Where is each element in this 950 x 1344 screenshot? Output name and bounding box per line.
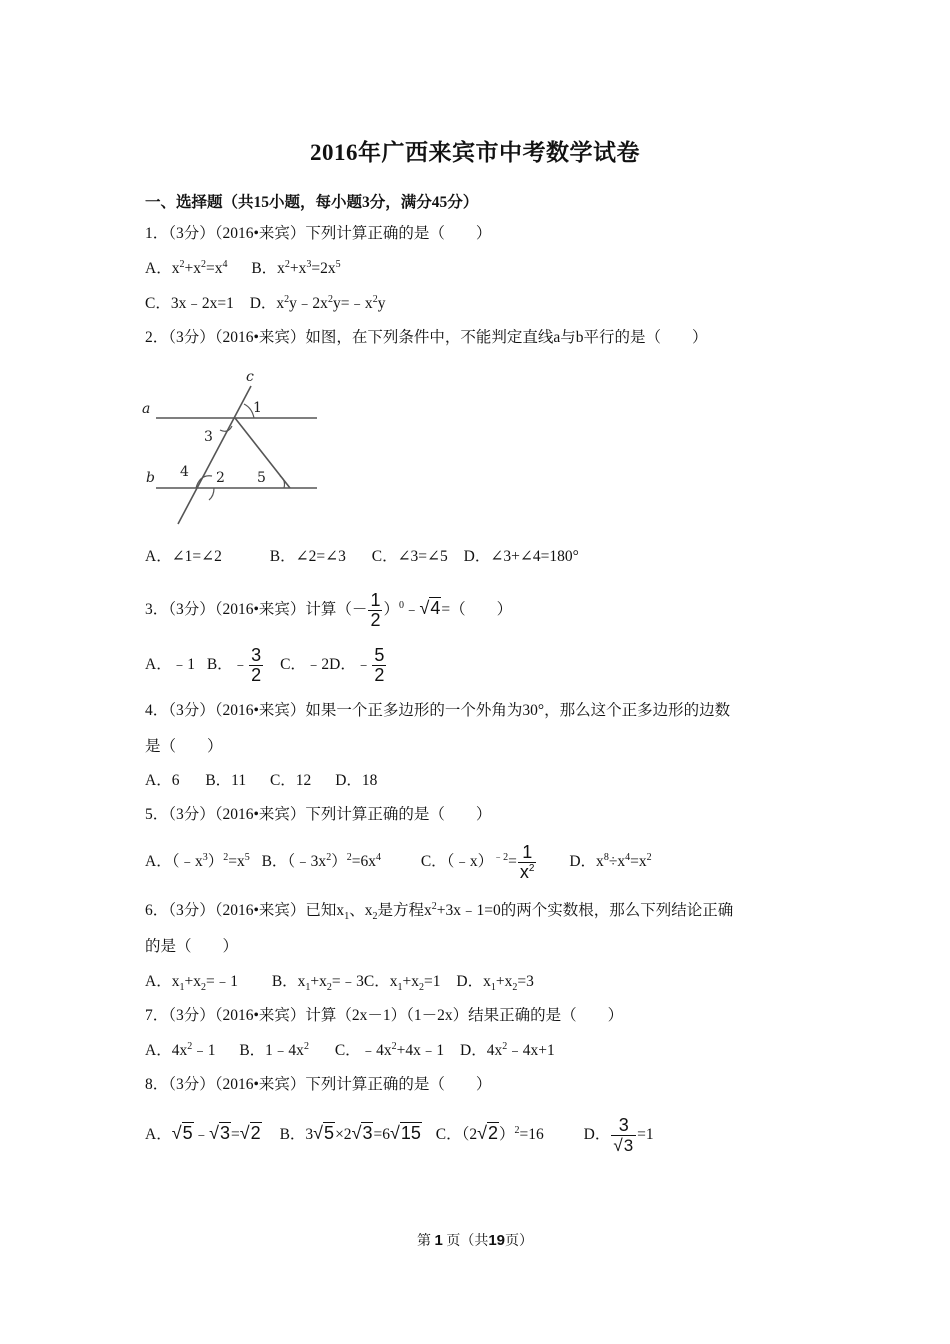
q3-stem-pre: 3．（3分）（2016•来宾）计算（－: [145, 601, 368, 618]
page-footer: 第 1 页（共19页）: [416, 1232, 534, 1249]
q3-option-b[interactable]: B．﹣ $\frac{3}{2}$: [206, 644, 262, 685]
q6-option-c[interactable]: C．$x_1+x_2=1$: [363, 973, 441, 994]
current-page-number: 1: [434, 1232, 443, 1249]
label-2: 2: [216, 470, 225, 486]
q3-option-d[interactable]: D．﹣ $\frac{5}{2}$: [329, 644, 385, 685]
parallel-lines-figure: [140, 368, 330, 530]
q5-stem: 5．（3分）（2016•来宾）下列计算正确的是（ ）: [145, 806, 492, 823]
label-5: 5: [257, 470, 266, 486]
q8-stem: 8．（3分）（2016•来宾）下列计算正确的是（ ）: [145, 1076, 492, 1093]
q7-stem: 7．（3分）（2016•来宾）计算（2x－1）（1－2x）结果正确的是（ ）: [145, 1007, 624, 1024]
q2-options: [145, 547, 579, 567]
q7-option-d[interactable]: D．$4x^2﹣4x+1$: [460, 1040, 555, 1059]
q3-option-c[interactable]: C．﹣2: [280, 656, 330, 673]
q1-options-cd: [145, 294, 385, 314]
q3-stem-post: =（ ）: [441, 601, 513, 618]
q1-option-c[interactable]: C．3x﹣2x=1: [145, 295, 234, 312]
q8-option-d[interactable]: D． $\frac{3}{√3}$ =1: [583, 1114, 654, 1155]
total-page-count: 19: [488, 1232, 506, 1249]
label-3: 3: [204, 429, 213, 445]
q1-option-a[interactable]: A．$x^2+x^2=x^4$: [145, 258, 228, 277]
q5-option-c[interactable]: C．（﹣x）$^{﹣2}$= $\frac{1}{x^2}$: [420, 841, 535, 882]
fraction-1-2: $\frac{1}{2}$: [370, 589, 381, 630]
q4-stem-line1: 4．（3分）（2016•来宾）如果一个正多边形的一个外角为30°，那么这个正多边形的边数: [145, 702, 731, 719]
q6-stem-line2: 的是（ ）: [145, 938, 239, 955]
label-c: c: [246, 369, 254, 385]
q4-option-a[interactable]: A．6: [145, 772, 180, 789]
q4-option-b[interactable]: B．11: [205, 772, 247, 789]
q2-option-d[interactable]: D．∠3+∠4=180°: [463, 548, 579, 565]
q6-options: [145, 972, 534, 992]
q6-option-a[interactable]: A．$x_1+x_2=﹣1$: [145, 973, 238, 994]
q2-stem: 2．（3分）（2016•来宾）如图，在下列条件中，不能判定直线a与b平行的是（ ）: [145, 329, 708, 346]
q7-option-a[interactable]: A．$4x^2﹣1$: [145, 1040, 216, 1059]
q8-option-c[interactable]: C．$(2√2)^2=16$: [435, 1123, 544, 1143]
q8-option-b[interactable]: B．3√5×2√3=6√15: [279, 1123, 421, 1143]
label-4: 4: [180, 464, 189, 480]
q5-option-d[interactable]: D．$x^8\div x^4=x^2$: [569, 851, 652, 870]
q4-option-c[interactable]: C．12: [269, 772, 312, 789]
q2-option-b[interactable]: B．∠2=∠3: [269, 548, 346, 565]
line-c: [178, 386, 251, 524]
q1-option-d[interactable]: D．$x^2y﹣2x^2y=﹣x^2y$: [249, 293, 386, 312]
label-b: b: [146, 470, 155, 486]
section-heading: 一、选择题（共15小题，每小题3分，满分45分）: [145, 194, 479, 211]
q7-option-b[interactable]: B．$1﹣4x^2$: [239, 1040, 309, 1059]
q4-stem-line2: 是（ ）: [145, 738, 223, 755]
exam-title: 2016年广西来宾市中考数学试卷: [310, 140, 640, 165]
q5-option-b[interactable]: B．$(﹣3x^2)^2=6x^4$: [261, 851, 381, 870]
q1-options-ab: [145, 259, 341, 279]
sqrt-4: √4: [419, 598, 441, 618]
q2-option-c[interactable]: C．∠3=∠5: [371, 548, 448, 565]
q3-options: [145, 645, 387, 685]
q3-stem: 3．（3分）（2016•来宾）计算（－ $\frac{1}{2}$ ）$^0$﹣√4=（ ）: [145, 589, 513, 630]
q4-options: [145, 771, 377, 791]
q6-option-b[interactable]: B．$x_1+x_2=﹣3$: [271, 973, 364, 994]
q1-option-b[interactable]: B．$x^2+x^3=2x^5$: [251, 258, 341, 277]
q4-option-d[interactable]: D．18: [335, 772, 378, 789]
q2-option-a[interactable]: A．∠1=∠2: [145, 548, 222, 565]
label-a: a: [142, 401, 151, 417]
q5-option-a[interactable]: A．$(﹣x^3)^2=x^5$: [145, 851, 250, 870]
q3-option-a[interactable]: A．﹣1: [145, 656, 195, 673]
q8-options: [145, 1112, 654, 1156]
label-1: 1: [253, 400, 262, 416]
q6-stem-line1: 6．（3分）（2016•来宾）已知$x_1$、$x_2$是方程$x^2+3x﹣1=0$的两个实数根，那么下列结论正确: [145, 900, 734, 923]
q6-option-d[interactable]: D．$x_1+x_2=3$: [456, 973, 534, 994]
q7-option-c[interactable]: C．$﹣4x^2+4x﹣1$: [334, 1040, 445, 1059]
q8-option-a[interactable]: A．√5﹣√3=√2: [145, 1123, 261, 1143]
q7-options: [145, 1041, 555, 1061]
q1-stem: 1．（3分）（2016•来宾）下列计算正确的是（ ）: [145, 225, 492, 242]
q5-options: [145, 842, 652, 882]
